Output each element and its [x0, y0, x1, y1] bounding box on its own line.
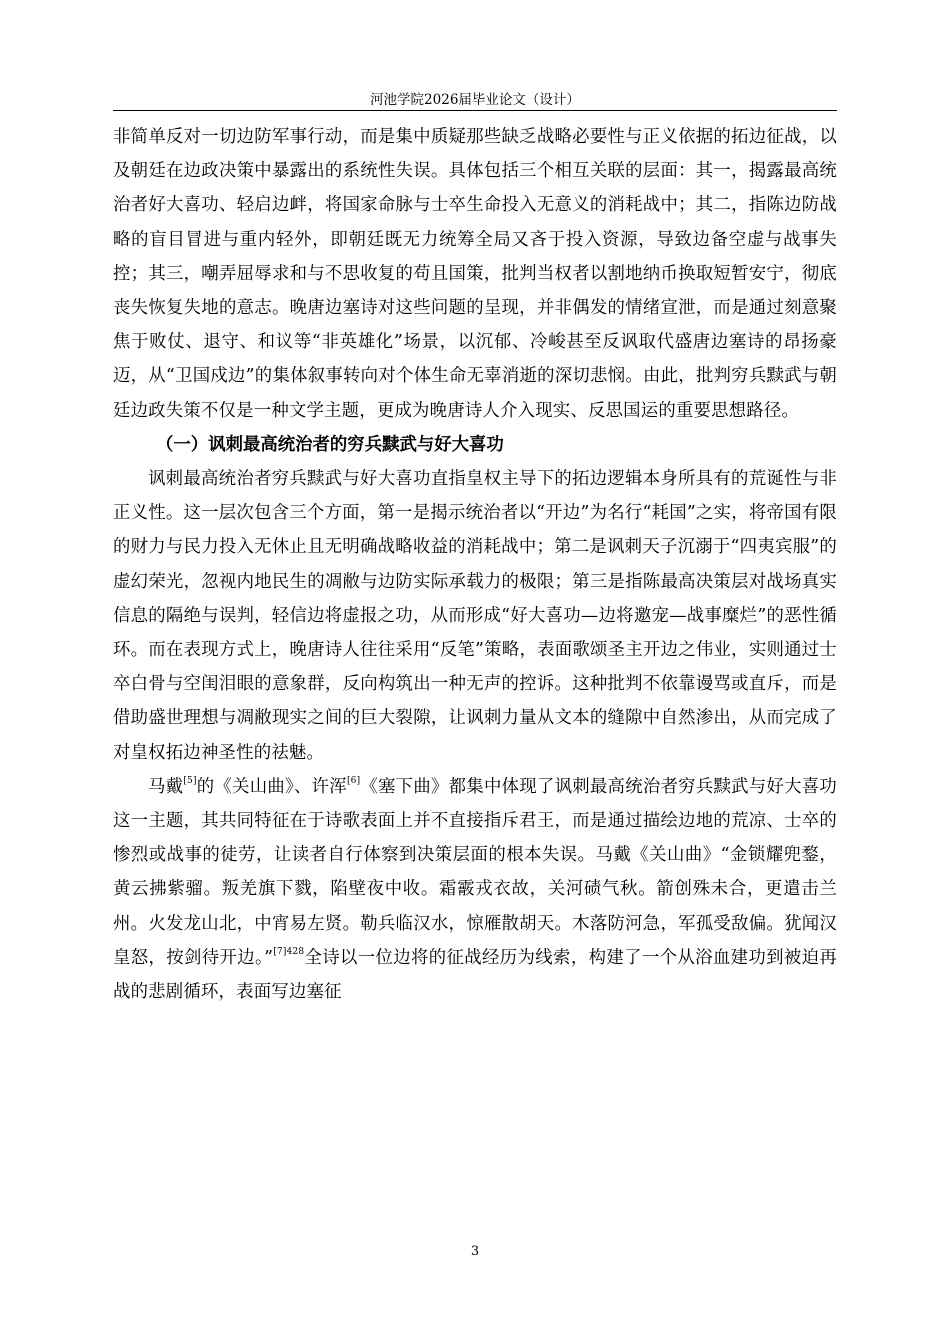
text-run: 全诗以一位边将的征战经历为线索，构建了一个从浴血建功到被迫再战的悲剧循环，表面写边塞征 — [113, 947, 837, 1003]
paragraph-intro: 非简单反对一切边防军事行动，而是集中质疑那些缺乏战略必要性与正义依据的拓边征战，以及朝廷在边政决策中暴露出的系统性失误。具体包括三个相互关联的层面：其一，揭露最高统治者好大喜功、轻启边衅，将国家命脉与士卒生命投入无意义的消耗战中；其二，指陈边防战略的盲目冒进与重内轻外，即朝廷既无力统筹全局又吝于投入资源，导致边备空虚与战事失控；其三，嘲弄屈辱求和与不思收复的苟且国策，批判当权者以割地纳币换取短暂安宁，彻底丧失恢复失地的意志。晚唐边塞诗对这些问题的呈现，并非偶发的情绪宣泄，而是通过刻意聚焦于败仗、退守、和议等“非英雄化”场景，以沉郁、冷峻甚至反讽取代盛唐边塞诗的昂扬豪迈，从“卫国戍边”的集体叙事转向对个体生命无辜消逝的深切悲悯。由此，批判穷兵黩武与朝廷边政失策不仅是一种文学主题，更成为晚唐诗人介入现实、反思国运的重要思想路径。 — [113, 127, 837, 421]
text-run: 马戴 — [148, 776, 184, 797]
page-number: 3 — [470, 1244, 480, 1259]
citation-ref: [6] — [346, 776, 361, 787]
text-run: 《塞下曲》都集中体现了讽刺最高统治者穷兵黩武与好大喜功这一主题，其共同特征在于诗歌表面上并不直接指斥君王，而是通过描绘边地的荒凉、士卒的惨烈或战事的徒劳，让读者自行体察到决策层面的根本失误。马戴《关山曲》“金锁耀兜鍪，黄云拂紫骝。叛羌旗下戮，陷壁夜中收。霜霰戎衣故，关河碛气秋。箭创殊未合，更遣击兰州。火发龙山北，中宵易左贤。勒兵临汉水，惊雁散胡天。木落防河急，军孤受敌偏。犹闻汉皇怒，按剑待开边。” — [113, 776, 837, 968]
paragraph-satire: 讽刺最高统治者穷兵黩武与好大喜功直指皇权主导下的拓边逻辑本身所具有的荒诞性与非正义性。这一层次包含三个方面，第一是揭示统治者以“开边”为名行“耗国”之实，将帝国有限的财力与民力投入无休止且无明确战略收益的消耗战中；第二是讽刺天子沉溺于“四夷宾服”的虚幻荣光，忽视内地民生的凋敝与边防实际承载力的极限；第三是指陈最高决策层对战场真实信息的隔绝与误判，轻信边将虚报之功，从而形成“好大喜功—边将邀宠—战事糜烂”的恶性循环。而在表现方式上，晚唐诗人往往采用“反笔”策略，表面歌颂圣主开边之伟业，实则通过士卒白骨与空闺泪眼的意象群，反向构筑出一种无声的控诉。这种批判不依靠谩骂或直斥，而是借助盛世理想与凋敝现实之间的巨大裂隙，让讽刺力量从文本的缝隙中自然渗出，从而完成了对皇权拓边神圣性的祛魅。 — [113, 469, 837, 763]
section-heading: （一）讽刺最高统治者的穷兵黩武与好大喜功 — [156, 434, 504, 455]
citation-ref: [7]428 — [273, 947, 305, 958]
paragraph-poems — [113, 770, 837, 1009]
text-run: 的《关山曲》、许浑 — [196, 776, 347, 797]
page-header: 河池学院2026届毕业论文（设计） — [370, 92, 580, 108]
document-body — [113, 120, 837, 1009]
header-rule — [113, 110, 837, 111]
citation-ref: [5] — [183, 776, 197, 787]
